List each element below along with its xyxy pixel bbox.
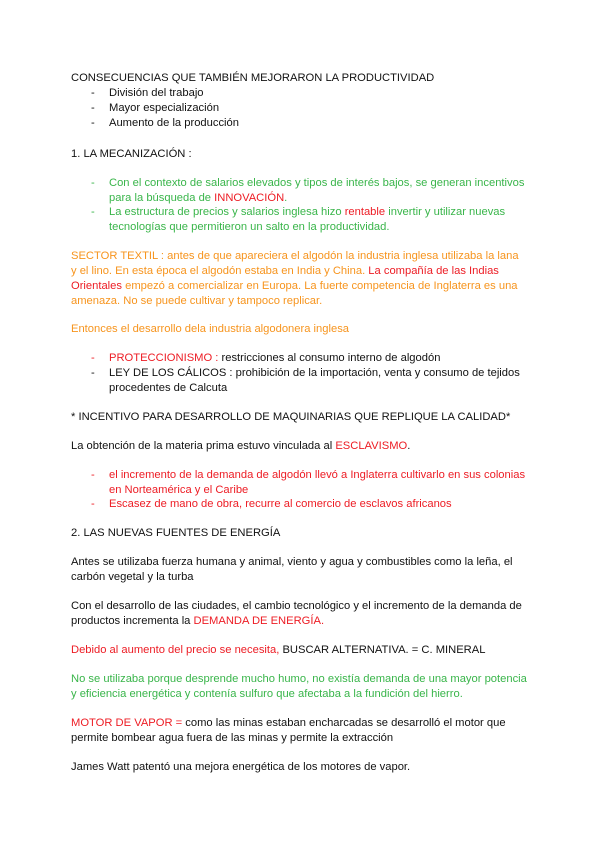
item-text: restricciones al consumo interno de algodón [218, 352, 441, 364]
bullet-dash: - [91, 117, 95, 129]
bullet-dash: - [91, 469, 95, 481]
item-text-end: . [284, 192, 288, 204]
mecanizacion-item [91, 205, 531, 235]
paragraph-text: SECTOR TEXTIL : antes de que apareciera el algodón la industria inglesa utilizaba la lana y el lino. En esta época el algodón estaba en India y China. [71, 250, 519, 277]
paragraph-text-end: empezó a comercializar en Europa. La fuerte competencia de Inglaterra es una amenaza. No se puede cultivar y tampoco replicar. [71, 280, 518, 307]
energia-paragraph-6: James Watt patentó una mejora energética de los motores de vapor. [71, 761, 411, 773]
incentivo-note: * INCENTIVO PARA DESARROLLO DE MAQUINARIAS QUE REPLIQUE LA CALIDAD* [71, 411, 511, 423]
item-text-end: invertir y utilizar nuevas tecnologías que permitieron un salto en la productividad. [109, 206, 506, 233]
paragraph-text: Con el desarrollo de las ciudades, el cambio tecnológico y el incremento de la demanda de productos incrementa la [71, 600, 522, 627]
item-text: La estructura de precios y salarios inglesa hizo [109, 206, 345, 218]
paragraph-text: La obtención de la materia prima estuvo vinculada al [71, 440, 336, 452]
bullet-dash: - [91, 498, 95, 510]
bullet-dash: - [91, 177, 95, 189]
demanda-energia-highlight: DEMANDA DE ENERGÍA [193, 615, 321, 627]
energia-paragraph-1: Antes se utilizaba fuerza humana y animal, viento y agua y combustibles como la leña, el carbón vegetal y la turba [71, 556, 513, 583]
energia-heading: 2. LAS NUEVAS FUENTES DE ENERGÍA [71, 527, 281, 539]
esclavismo-highlight: ESCLAVISMO [335, 440, 408, 452]
compania-indias-highlight: La compañía de las Indias Orientales [71, 265, 499, 292]
intro-list-item [91, 86, 531, 101]
innovacion-highlight: INNOVACIÓN [214, 192, 285, 204]
paragraph-text: como las minas estaban encharcadas se desarrolló el motor que permite bombear agua fuera de las minas y permite la extracción [71, 717, 506, 744]
paragraph-text: BUSCAR ALTERNATIVA. = C. MINERAL [279, 644, 486, 656]
paragraph-text-end: . [320, 615, 325, 627]
esclavismo-item [91, 468, 531, 498]
bullet-dash: - [91, 87, 95, 99]
list-item-text: LEY DE LOS CÁLICOS : prohibición de la importación, venta y consumo de tejidos procedentes de Calcuta [109, 367, 520, 394]
mecanizacion-heading: 1. LA MECANIZACIÓN : [71, 148, 192, 160]
energia-paragraph-4: No se utilizaba porque desprende mucho humo, no existía demanda de una mayor potencia y eficiencia energética y contenía sulfuro que afectaba a la fundición del hierro. [71, 673, 527, 700]
energia-paragraph-3 [71, 643, 527, 658]
list-item-text [109, 205, 531, 235]
entonces-paragraph: Entonces el desarrollo dela industria algodonera inglesa [71, 323, 350, 335]
sector-textil-paragraph [71, 249, 527, 309]
section-header: CONSECUENCIAS QUE TAMBIÉN MEJORARON LA PRODUCTIVIDAD [71, 72, 435, 84]
bullet-dash: - [91, 352, 95, 364]
intro-list-item [91, 101, 531, 116]
list-item-text: Aumento de la producción [109, 117, 239, 129]
list-item-text: Mayor especialización [109, 102, 220, 114]
proteccionismo-item [91, 351, 531, 366]
precio-highlight: Debido al aumento del precio se necesita, [71, 644, 280, 656]
bullet-dash: - [91, 102, 95, 114]
list-item-text: el incremento de la demanda de algodón llevó a Inglaterra cultivarlo en sus colonias en Norteamérica y el Caribe [109, 469, 526, 496]
intro-list-item [91, 116, 531, 131]
bullet-dash: - [91, 367, 95, 379]
list-item-text: División del trabajo [109, 87, 204, 99]
rentable-highlight: rentable [344, 206, 386, 218]
paragraph-text-end: . [407, 440, 411, 452]
materia-prima-paragraph [71, 439, 527, 454]
proteccionismo-label: PROTECCIONISMO : [109, 352, 219, 364]
list-item-text [109, 176, 531, 206]
mecanizacion-item [91, 176, 531, 206]
item-text: Con el contexto de salarios elevados y tipos de interés bajos, se generan incentivos para la búsqueda de [109, 177, 525, 204]
calicos-item [91, 366, 531, 396]
energia-paragraph-5 [71, 716, 527, 746]
list-item-text: Escasez de mano de obra, recurre al comercio de esclavos africanos [109, 498, 452, 510]
motor-vapor-highlight: MOTOR DE VAPOR = [71, 717, 183, 729]
esclavismo-item [91, 497, 531, 512]
list-item-text [109, 351, 531, 366]
energia-paragraph-2 [71, 599, 527, 629]
bullet-dash: - [91, 206, 95, 218]
